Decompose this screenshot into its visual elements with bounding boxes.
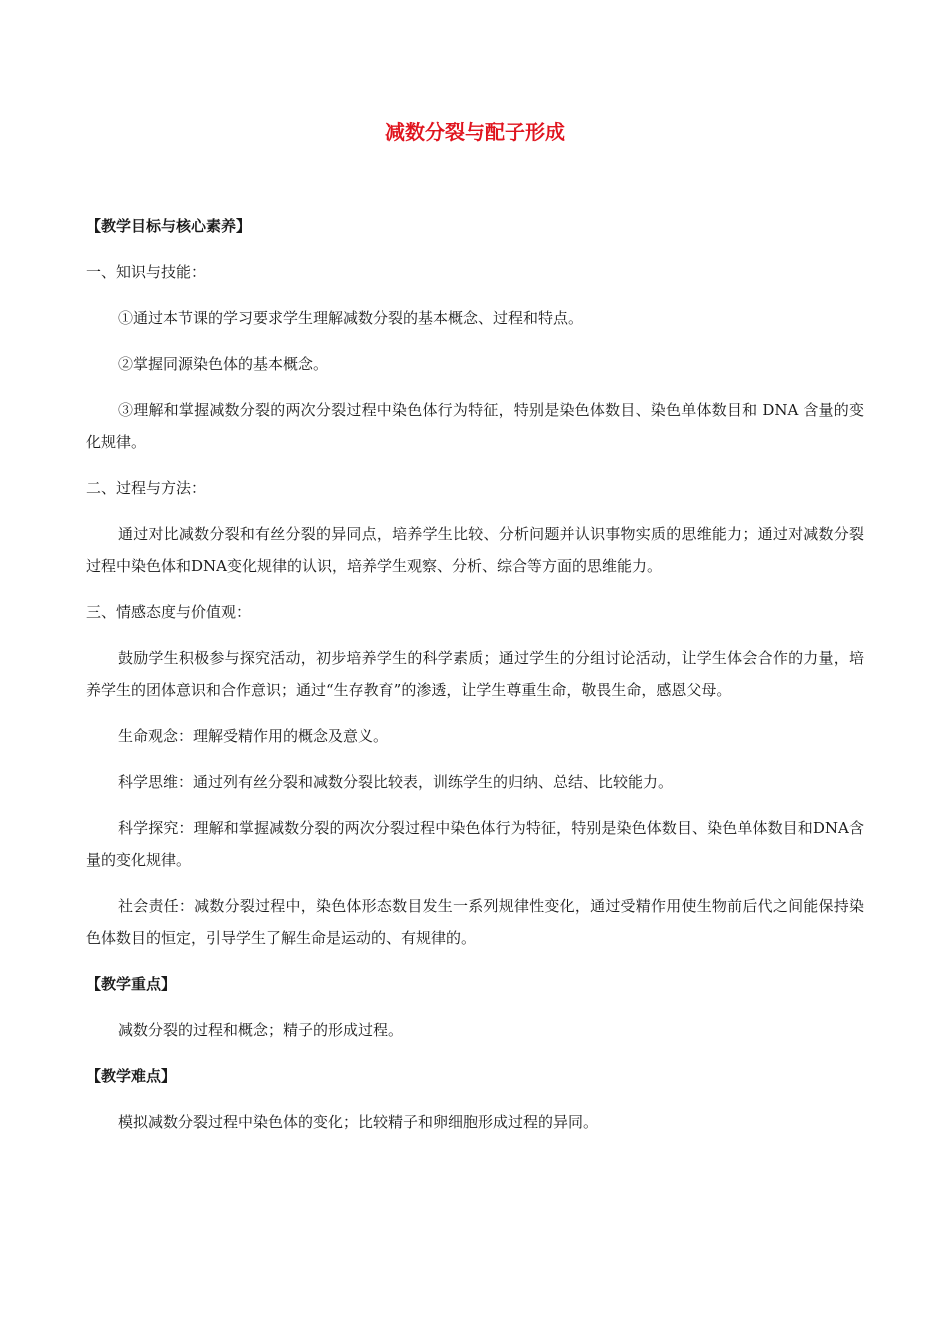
knowledge-item-2: ②掌握同源染色体的基本概念。 [118, 355, 329, 373]
document-body [86, 210, 864, 1138]
knowledge-item-3: ③理解和掌握减数分裂的两次分裂过程中染色体行为特征，特别是染色体数目、染色单体数目和 DNA 含量的变化规律。 [86, 401, 864, 451]
literacy-thinking: 科学思维：通过列有丝分裂和减数分裂比较表，训练学生的归纳、总结、比较能力。 [118, 773, 674, 791]
document-title: 减数分裂与配子形成 [385, 120, 565, 144]
knowledge-item-1: ①通过本节课的学习要求学生理解减数分裂的基本概念、过程和特点。 [118, 309, 584, 327]
difficult-points-heading: 【教学难点】 [86, 1067, 177, 1085]
literacy-inquiry: 科学探究：理解和掌握减数分裂的两次分裂过程中染色体行为特征，特别是染色体数目、染色单体数目和DNA含量的变化规律。 [86, 819, 864, 869]
knowledge-heading: 一、知识与技能： [86, 263, 207, 281]
difficult-points-text: 模拟减数分裂过程中染色体的变化；比较精子和卵细胞形成过程的异同。 [118, 1113, 599, 1131]
process-heading: 二、过程与方法： [86, 479, 207, 497]
objectives-heading: 【教学目标与核心素养】 [86, 217, 252, 235]
process-text: 通过对比减数分裂和有丝分裂的异同点，培养学生比较、分析问题并认识事物实质的思维能力；通过对减数分裂过程中染色体和DNA变化规律的认识，培养学生观察、分析、综合等方面的思维能力。 [86, 525, 864, 575]
literacy-social: 社会责任：减数分裂过程中，染色体形态数目发生一系列规律性变化，通过受精作用使生物前后代之间能保持染色体数目的恒定，引导学生了解生命是运动的、有规律的。 [86, 897, 864, 947]
literacy-life: 生命观念：理解受精作用的概念及意义。 [118, 727, 389, 745]
key-points-text: 减数分裂的过程和概念；精子的形成过程。 [118, 1021, 404, 1039]
attitude-text: 鼓励学生积极参与探究活动，初步培养学生的科学素质；通过学生的分组讨论活动，让学生体会合作的力量，培养学生的团体意识和合作意识；通过“生存教育”的渗透，让学生尊重生命，敬畏生命，感恩父母。 [86, 649, 864, 699]
key-points-heading: 【教学重点】 [86, 975, 177, 993]
attitude-heading: 三、情感态度与价值观： [86, 603, 252, 621]
